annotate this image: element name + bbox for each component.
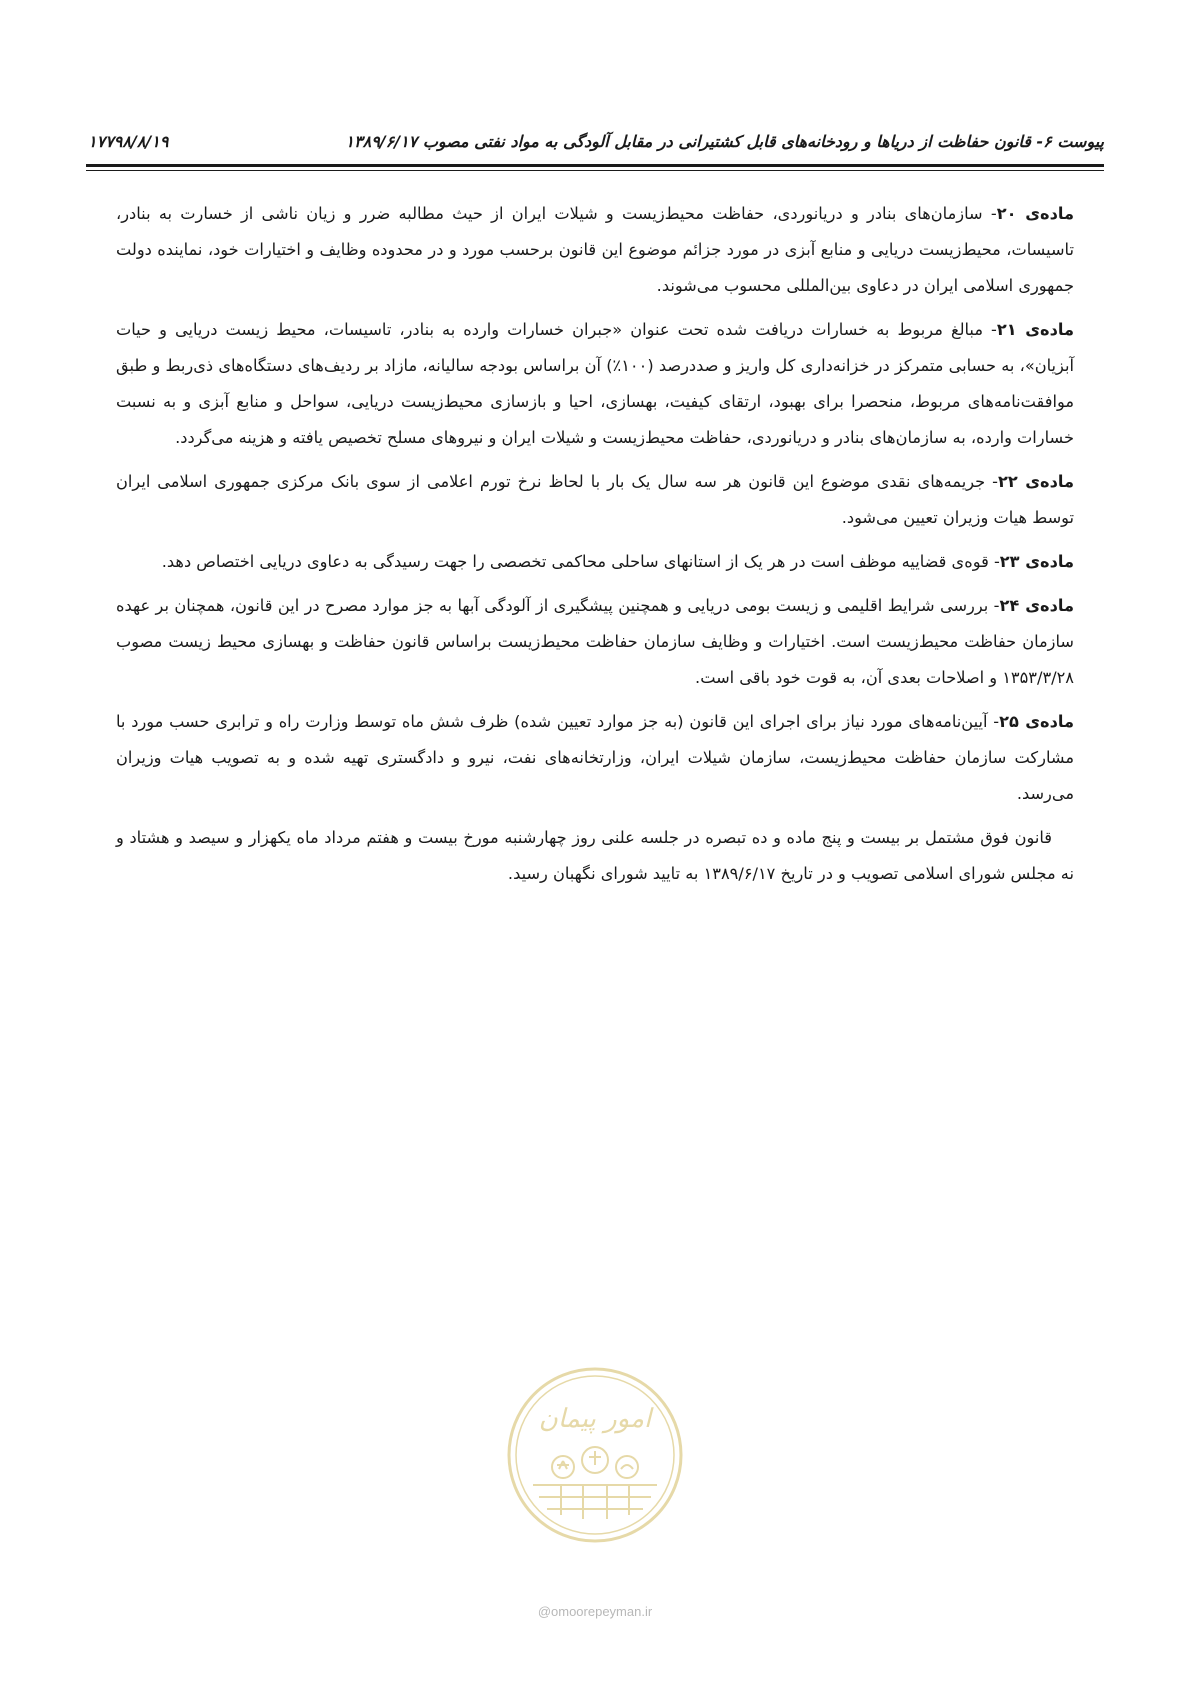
article-20 [116,196,1074,304]
seal-text: امور پیمان [538,1404,652,1434]
article-title: ماده‌ی ۲۳ [999,552,1074,571]
header-title: پیوست ۶- قانون حفاظت از دریاها و رودخانه‌های قابل کشتیرانی در مقابل آلودگی به مواد نفتی مصوب ۱۳۸۹/۶/۱۷ [345,132,1104,151]
article-text: - جریمه‌های نقدی موضوع این قانون هر سه سال یک بار با لحاظ نرخ تورم اعلامی از سوی بانک مرکزی جمهوری اسلامی ایران توسط هیات وزیران تعیین می‌شود. [116,472,1074,527]
article-23 [116,544,1074,580]
article-title: ماده‌ی ۲۲ [997,472,1074,491]
article-title: ماده‌ی ۲۴ [999,596,1074,615]
article-text: - بررسی شرایط اقلیمی و زیست بومی دریایی و همچنین پیشگیری از آلودگی آبها به جز موارد مصرح در این قانون، همچنان بر عهده سازمان حفاظت محیط‌زیست است. اختیارات و وظایف سازمان حفاظت محیط‌زیست براساس قانون حفاظت و بهسازی محیط زیست مصوب ۱۳۵۳/۳/۲۸ و اصلاحات بعدی آن، به قوت خود باقی است. [116,596,1074,687]
article-text: - آیین‌نامه‌های مورد نیاز برای اجرای این قانون (به جز موارد تعیین شده) ظرف شش ماه توسط وزارت راه و ترابری حسب مورد با مشارکت سازمان حفاظت محیط‌زیست، سازمان شیلات ایران، وزارتخانه‌های نفت، نیرو و دادگستری تهیه شده و به تصویب هیات وزیران می‌رسد. [116,712,1074,803]
article-text: - سازمان‌های بنادر و دریانوردی، حفاظت محیط‌زیست و شیلات ایران از حیث مطالبه ضرر و زیان ناشی از خسارت به بنادر، تاسیسات، محیط‌زیست دریایی و منابع آبزی در مورد جزائم موضوع این قانون برحسب مورد و در محدوده وظایف و اختیارات خود، نماینده دولت جمهوری اسلامی ایران در دعاوی بین‌المللی محسوب می‌شوند. [116,204,1074,295]
article-24 [116,588,1074,696]
article-text: - قوه‌ی قضاییه موظف است در هر یک از استانهای ساحلی محاکمی تخصصی را جهت رسیدگی به دعاوی دریایی اختصاص دهد. [161,552,1000,571]
article-title: ماده‌ی ۲۱ [996,320,1074,339]
closing-paragraph: قانون فوق مشتمل بر بیست و پنج ماده و ده تبصره در جلسه علنی روز چهارشنبه مورخ بیست و هفتم مرداد ماه یکهزار و سیصد و هشتاد و نه مجلس شورای اسلامی تصویب و در تاریخ ۱۳۸۹/۶/۱۷ به تایید شورای نگهبان رسید. [116,828,1074,883]
header-document-code: ۱۷۷۹۸/۸/۱۹ [88,132,169,151]
header-rule-thin [86,170,1104,171]
article-title: ماده‌ی ۲۵ [999,712,1074,731]
document-body [116,196,1074,892]
page-header [86,118,1104,158]
header-rule-thick [86,164,1104,167]
article-22 [116,464,1074,536]
article-21 [116,312,1074,456]
article-title: ماده‌ی ۲۰ [996,204,1074,223]
article-text: - مبالغ مربوط به خسارات دریافت شده تحت عنوان «جبران خسارات وارده به بنادر، تاسیسات، محیط زیست دریایی و حیات آبزیان»، به حسابی متمرکز در خزانه‌داری کل واریز و صددرصد (۱۰۰٪) آن براساس بودجه سالیانه، مازاد بر ردیف‌های دستگاه‌های ذی‌ربط و طبق موافقت‌نامه‌های مربوط، منحصرا برای بهبود، ارتقای کیفیت، بهسازی، احیا و بازسازی محیط‌زیست دریایی، سواحل و منابع آبزی و به نسبت خسارات وارده، به سازمان‌های بنادر و دریانوردی، حفاظت محیط‌زیست و شیلات ایران و نیروهای مسلح تخصیص یافته و هزینه می‌گردد. [116,320,1074,447]
watermark-website: @omoorepeyman.ir [537,1604,653,1619]
watermark-seal-icon [505,1365,685,1545]
article-25 [116,704,1074,812]
